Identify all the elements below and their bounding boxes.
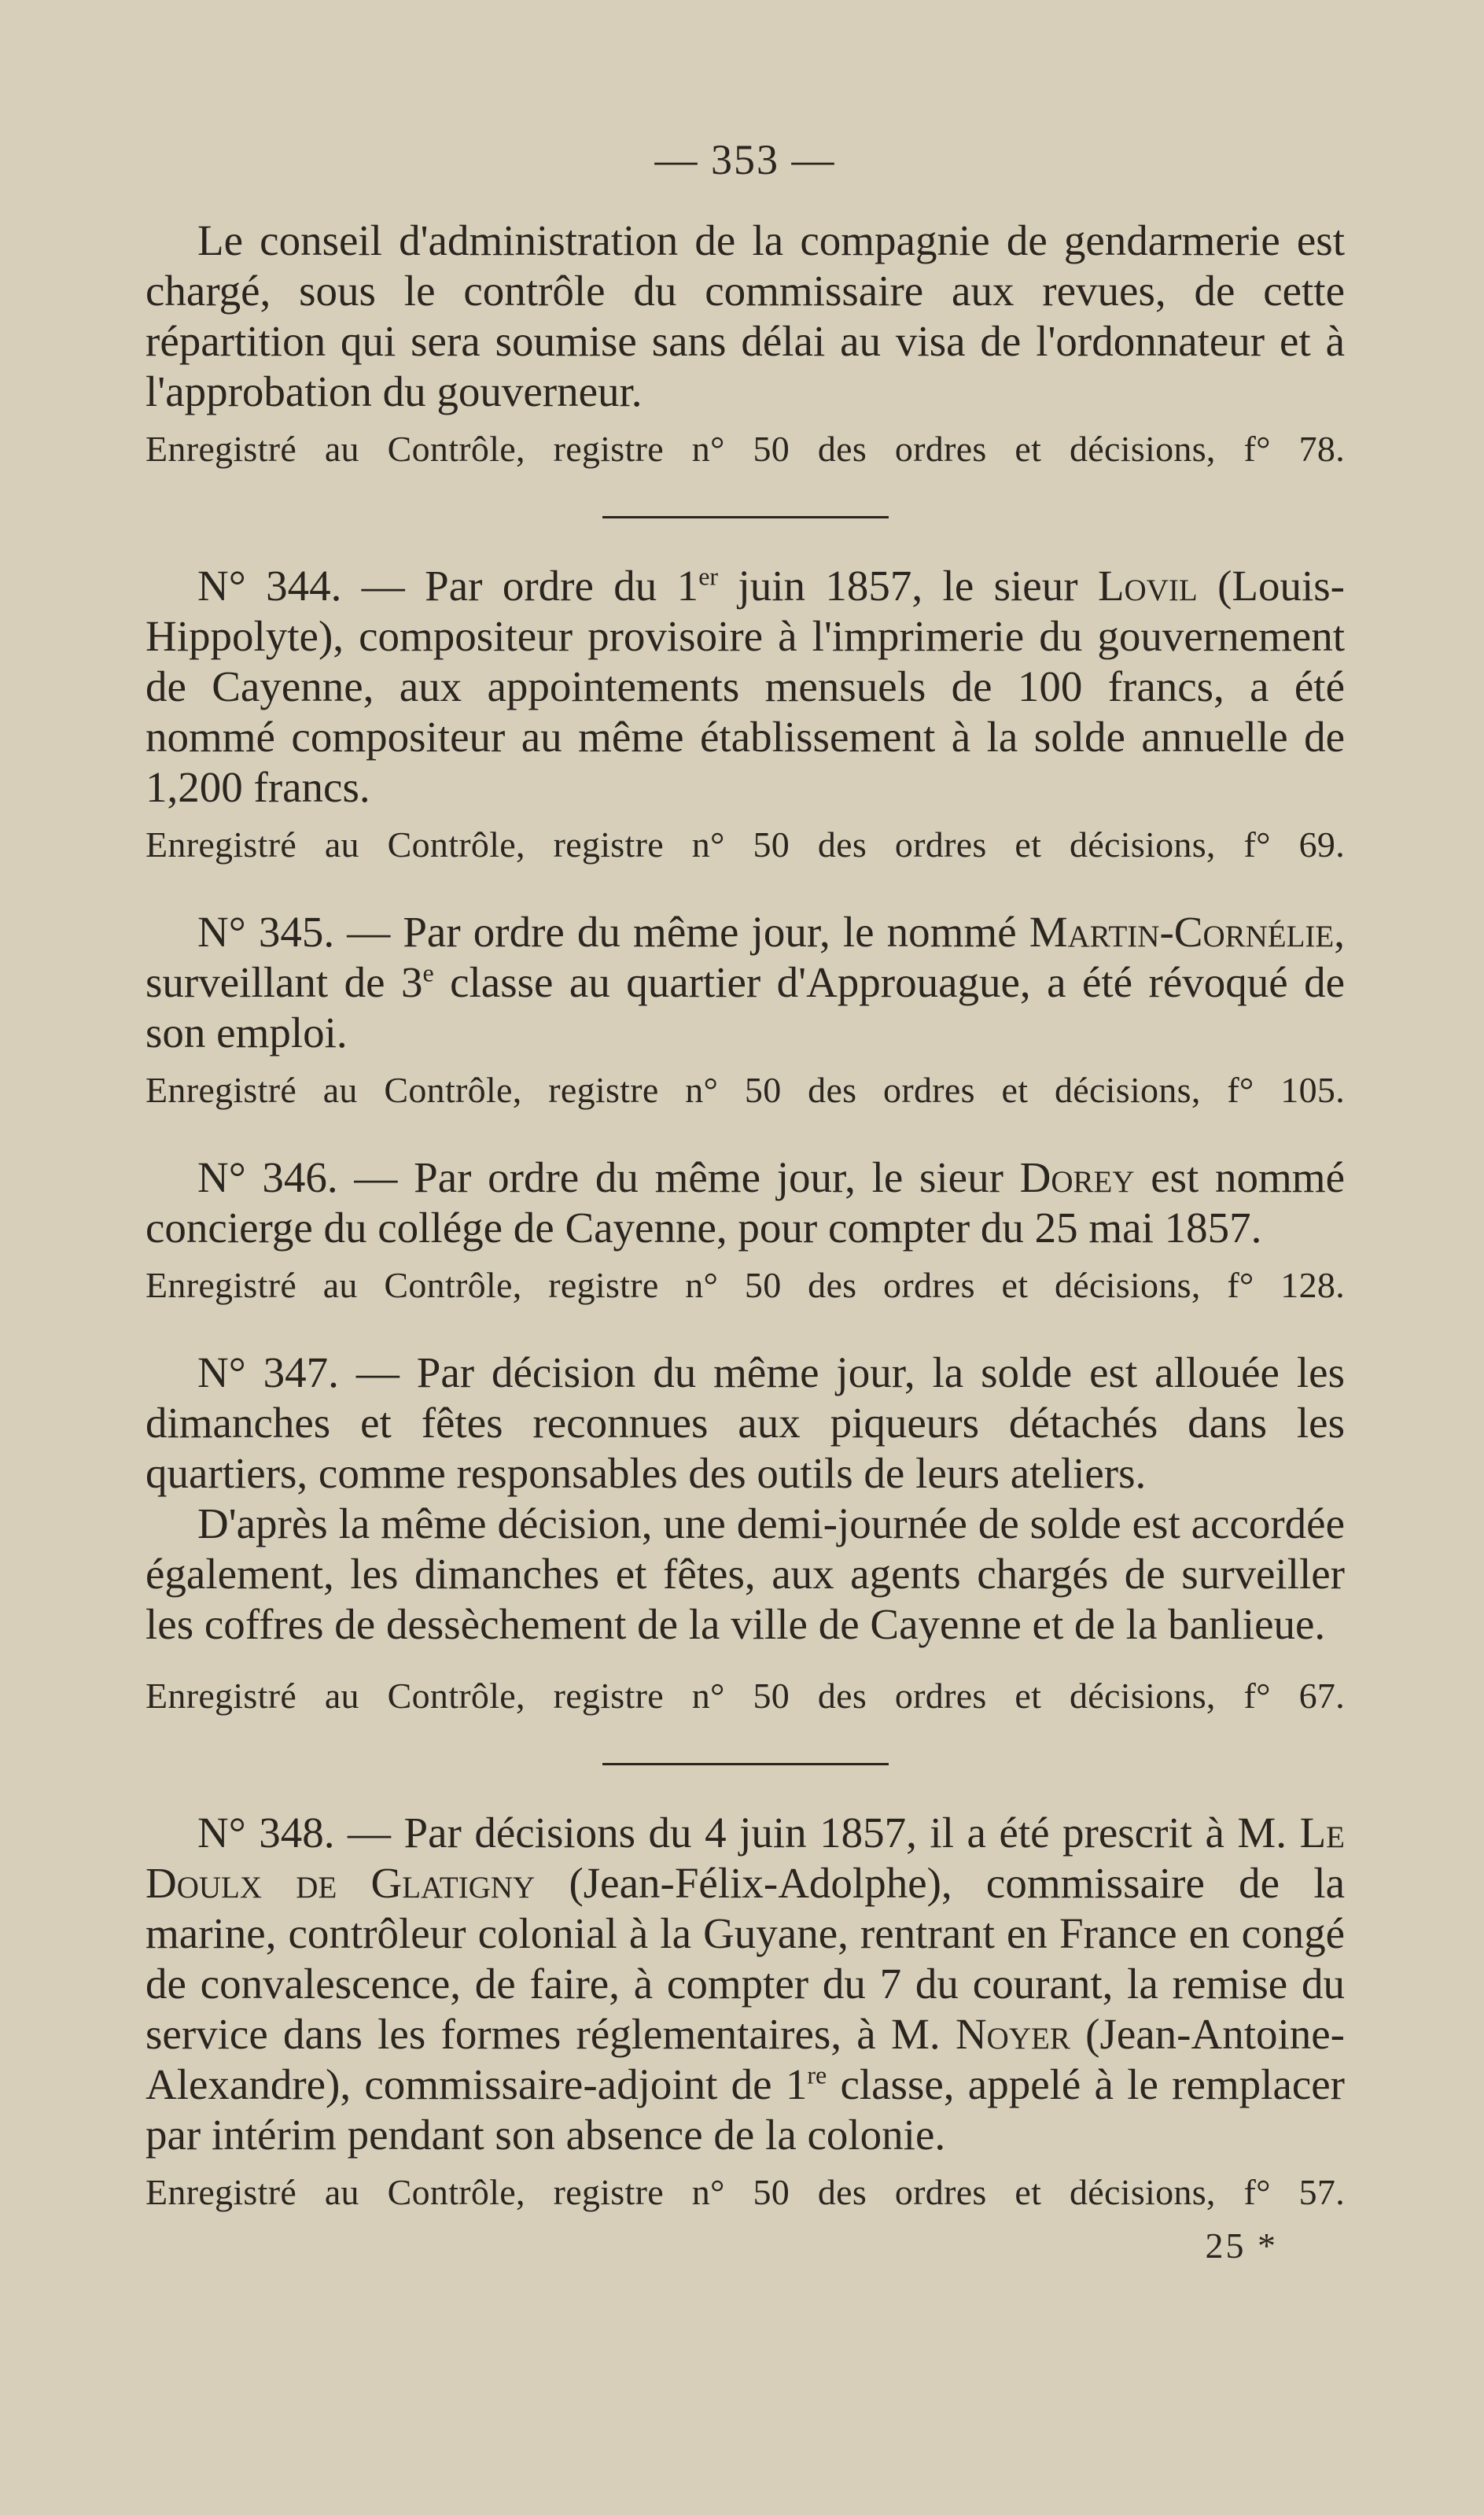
- section-divider: [602, 516, 889, 518]
- ordinal-suffix: er: [698, 562, 719, 591]
- entry-text: N° 344. — Par ordre du 1er juin 1857, le sieur Lovil (Louis-Hippolyte), compositeur provisoire à l'imprimerie du gouvernement de Cayenne, aux appointements mensuels de 100 francs, a été nommé compositeur au même établissement à la solde annuelle de 1,200 francs.: [145, 562, 1345, 811]
- ordinal-suffix: re: [807, 2060, 827, 2089]
- entry-text: N° 346. — Par ordre du même jour, le sieur Dorey est nommé concierge du collége de Cayenne, pour compter du 25 mai 1857.: [145, 1153, 1345, 1252]
- person-name: Le Doulx de Glatigny: [145, 1809, 1345, 1907]
- entry-text: N° 345. — Par ordre du même jour, le nommé Martin-Cornélie, surveillant de 3e classe au quartier d'Approuague, a été révoqué de son emploi.: [145, 908, 1345, 1057]
- signature-mark: 25 *: [1205, 2226, 1278, 2266]
- entry-number: N° 345.: [197, 908, 335, 956]
- entry-number: N° 346.: [197, 1153, 338, 1201]
- person-name: Martin-Cornélie: [1029, 908, 1335, 956]
- registration-note: Enregistré au Contrôle, registre n° 50 des ordres et décisions, f° 69.: [145, 824, 1345, 865]
- entry-348: [145, 1808, 1345, 2215]
- page-number: — 353 —: [654, 136, 836, 183]
- section-divider: [602, 1763, 889, 1765]
- person-name: Dorey: [1019, 1153, 1135, 1201]
- entry-346: [145, 1152, 1345, 1308]
- entry-text-continued: D'après la même décision, une demi-journée de solde est accordée également, les dimanches et fêtes, aux agents chargés de surveiller les coffres de dessèchement de la ville de Cayenne et de la banlieue.: [145, 1499, 1345, 1648]
- registration-note: Enregistré au Contrôle, registre n° 50 des ordres et décisions, f° 67.: [145, 1676, 1345, 1716]
- registration-note: Enregistré au Contrôle, registre n° 50 des ordres et décisions, f° 78.: [145, 429, 1345, 469]
- ordinal-suffix: e: [422, 958, 434, 987]
- registration-note: Enregistré au Contrôle, registre n° 50 des ordres et décisions, f° 57.: [145, 2172, 1345, 2212]
- registration-note: Enregistré au Contrôle, registre n° 50 des ordres et décisions, f° 105.: [145, 1070, 1345, 1110]
- entry-text: N° 347. — Par décision du même jour, la solde est allouée les dimanches et fêtes reconnues aux piqueurs détachés dans les quartiers, comme responsables des outils de leurs ateliers.: [145, 1348, 1345, 1497]
- entry-345: [145, 907, 1345, 1113]
- person-name: Noyer: [955, 2010, 1070, 2058]
- entry-intro: [145, 216, 1345, 472]
- page-content: [145, 135, 1345, 2266]
- registration-note: Enregistré au Contrôle, registre n° 50 des ordres et décisions, f° 128.: [145, 1265, 1345, 1305]
- entry-text: N° 348. — Par décisions du 4 juin 1857, il a été prescrit à M. Le Doulx de Glatigny (Jean-Félix-Adolphe), commissaire de la marine, contrôleur colonial à la Guyane, rentrant en France en congé de convalescence, de faire, à compter du 7 du courant, la remise du service dans les formes réglementaires, à M. Noyer (Jean-Antoine-Alexandre), commissaire-adjoint de 1re classe, appelé à le remplacer par intérim pendant son absence de la colonie.: [145, 1809, 1346, 2159]
- entry-number: N° 347.: [197, 1348, 339, 1396]
- person-name: Lovil: [1097, 562, 1198, 610]
- entry-number: N° 348.: [197, 1809, 335, 1857]
- entry-347: [145, 1348, 1345, 1719]
- entry-text: Le conseil d'administration de la compagnie de gendarmerie est chargé, sous le contrôle du commissaire aux revues, de cette répartition qui sera soumise sans délai au visa de l'ordonnateur et à l'approbation du gouverneur.: [145, 216, 1345, 415]
- entry-number: N° 344.: [197, 562, 342, 610]
- entry-344: [145, 561, 1345, 868]
